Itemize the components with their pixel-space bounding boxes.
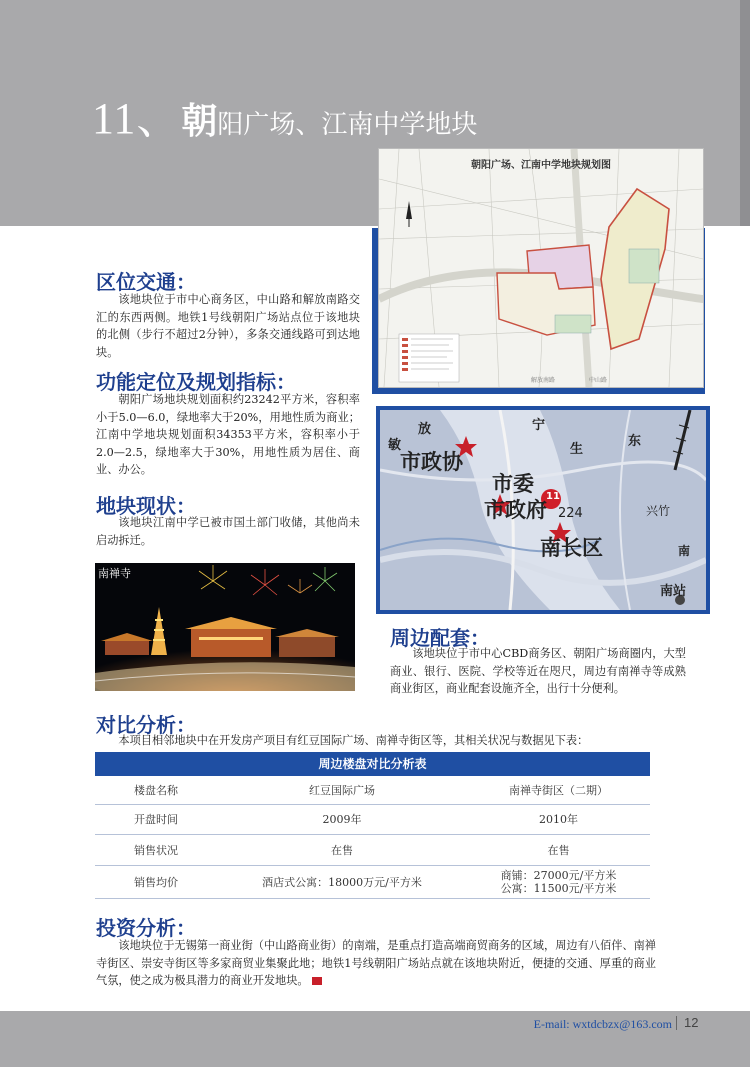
plan-map-title: 朝阳广场、江南中学地块规划图 bbox=[471, 160, 611, 171]
table-cell: 开盘时间 bbox=[134, 813, 178, 826]
map-label-nanzhan: 南站 bbox=[660, 584, 687, 599]
title-number: 11、 bbox=[92, 94, 182, 143]
plan-map-road-label: 中山路 bbox=[589, 377, 608, 384]
table-row bbox=[95, 805, 650, 835]
location-body: 该地块位于市中心商务区，中山路和解放南路交汇的东西两侧。地铁1号线朝阳广场站点位于该地块的北侧（步行不超过2分钟），多条交通线路可到达地块。 bbox=[96, 293, 360, 359]
comparison-intro: 本项目相邻地块中在开发房产项目有红豆国际广场、南禅寺街区等，其相关状况与数据见下表： bbox=[118, 734, 589, 747]
page-title bbox=[92, 82, 477, 146]
map-label-dong: 东 bbox=[628, 434, 642, 449]
footer-separator bbox=[676, 1016, 677, 1030]
comparison-title: 对比分析： bbox=[96, 713, 196, 737]
map-label-fang: 放 bbox=[418, 422, 432, 437]
map-label-shiwei: 市委 bbox=[492, 472, 534, 496]
table-cell: 商铺：27000元/平方米 公寓：11500元/平方米 bbox=[500, 869, 617, 895]
planning-title: 功能定位及规划指标： bbox=[96, 370, 296, 394]
map-label-min: 敏 bbox=[388, 438, 402, 453]
table-cell: 红豆国际广场 bbox=[309, 783, 375, 797]
map-label-xingzhu: 兴竹 bbox=[646, 504, 671, 518]
status-title: 地块现状： bbox=[96, 494, 196, 518]
planning-body: 朝阳广场地块规划面积约23242平方米，容积率小于5.0—6.0，绿地率大于20%，用地性质为商业；江南中学地块规划面积34353平方米，容积率小于2.0—2.5，绿地率大于30%，用地性质为居住、商业、办公。 bbox=[96, 393, 360, 476]
investment-body-text: 该地块位于无锡第一商业街（中山路商业街）的南端，是重点打造高端商贸商务的区域，周边有八佰伴、南禅寺街区、崇安寺街区等多家商贸业集聚此地；地铁1号线朝阳广场站点就在该地块附近，便捷的交通、厚重的商业气氛，使之成为极具潜力的商业开发地块。 bbox=[96, 939, 656, 987]
photo-illustration bbox=[95, 563, 355, 691]
table-cell: 销售均价 bbox=[134, 875, 178, 889]
table-cell: 南禅寺街区（二期） bbox=[509, 783, 608, 797]
header-stripe bbox=[740, 0, 750, 226]
map-label-shizhengfu: 市政府 bbox=[484, 498, 547, 522]
map-route-224: 224 bbox=[558, 506, 583, 521]
page-number: 12 bbox=[684, 1015, 699, 1030]
location-title: 区位交通： bbox=[96, 270, 196, 294]
table-row bbox=[95, 776, 650, 805]
plan-map-drawing bbox=[379, 149, 703, 387]
plan-map-road-label-2: 解放南路 bbox=[531, 377, 556, 384]
comparison-table bbox=[95, 752, 650, 899]
title-first-char: 朝 bbox=[181, 101, 218, 142]
table-cell: 2010年 bbox=[539, 813, 578, 826]
table-cell: 楼盘名称 bbox=[134, 783, 178, 797]
surroundings-body: 该地块位于市中心CBD商务区、朝阳广场商圈内，大型商业、银行、医院、学校等近在咫尺，周边有南禅寺等成熟商业街区，商业配套设施齐全，出行十分便利。 bbox=[390, 647, 686, 695]
photo-caption: 南禅寺 bbox=[98, 567, 131, 580]
surroundings-title: 周边配套： bbox=[390, 626, 490, 650]
map-label-nanchang: 南长区 bbox=[540, 536, 603, 560]
table-cell: 酒店式公寓：18000万元/平方米 bbox=[262, 875, 422, 889]
table-cell: 销售状况 bbox=[134, 843, 178, 857]
title-rest: 阳广场、江南中学地块 bbox=[217, 110, 478, 140]
table-row bbox=[95, 835, 650, 866]
map-marker-11: 11 bbox=[546, 491, 560, 502]
footer-email: E-mail: wxtdcbzx@163.com bbox=[533, 1017, 672, 1031]
map-label-sheng: 生 bbox=[570, 442, 584, 457]
investment-title: 投资分析： bbox=[96, 916, 196, 940]
map-label-ning: 宁 bbox=[532, 418, 546, 433]
location-map bbox=[376, 406, 710, 614]
end-mark-icon bbox=[312, 977, 322, 985]
table-cell: 2009年 bbox=[322, 813, 362, 826]
table-row bbox=[95, 866, 650, 899]
status-body: 该地块江南中学已被市国土部门收储，其他尚未启动拆迁。 bbox=[96, 516, 360, 547]
table-title: 周边楼盘对比分析表 bbox=[95, 752, 650, 776]
map-label-nan: 南 bbox=[678, 544, 691, 558]
table-cell: 在售 bbox=[331, 843, 353, 857]
plan-map bbox=[378, 148, 704, 388]
nanchan-temple-photo bbox=[95, 563, 355, 691]
table-cell: 在售 bbox=[547, 843, 570, 857]
investment-body bbox=[96, 937, 656, 990]
map-label-zhengxie: 市政协 bbox=[400, 450, 463, 474]
